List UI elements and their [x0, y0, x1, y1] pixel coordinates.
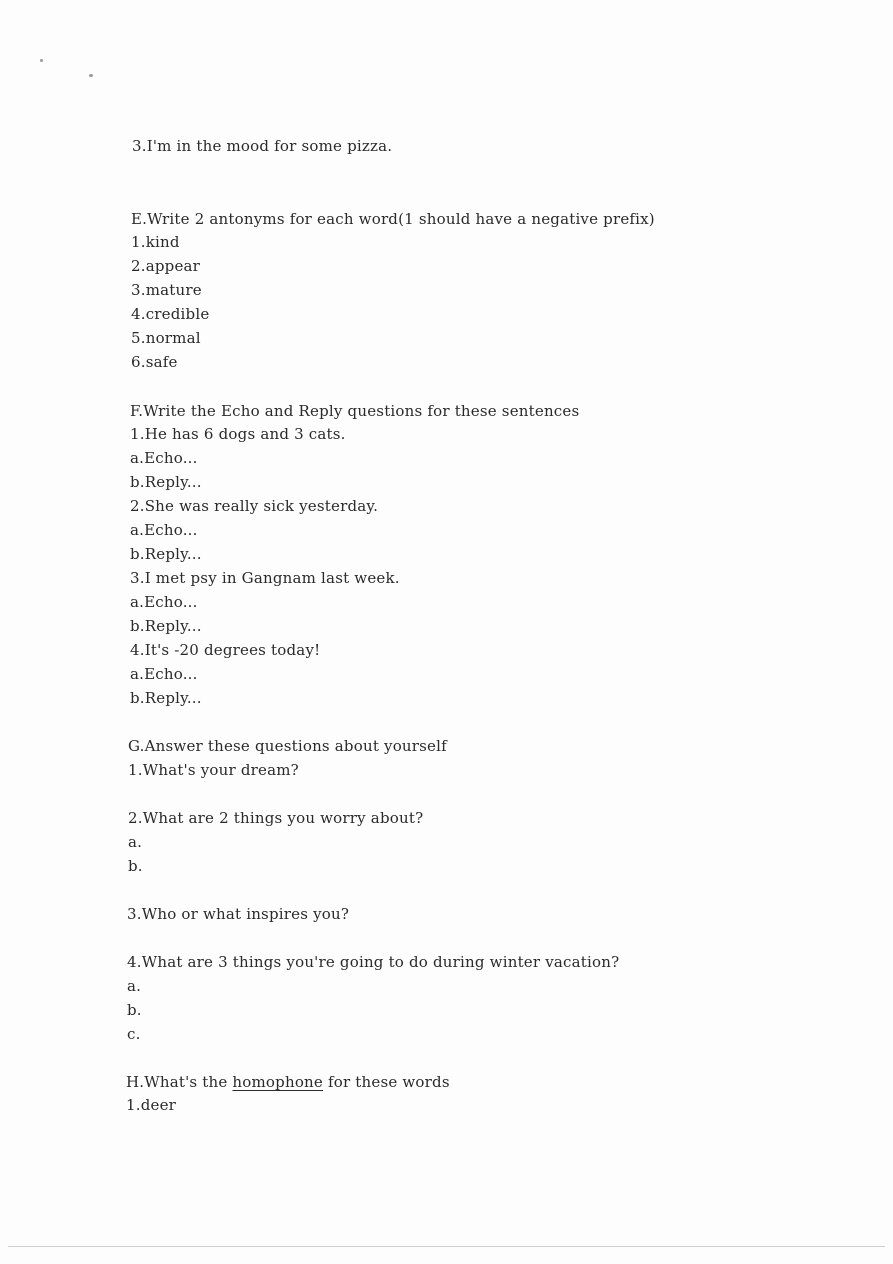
item-f3: 3.I met psy in Gangnam last week. — [130, 569, 400, 587]
item-e5: 5.normal — [131, 329, 201, 347]
section-g-heading: G.Answer these questions about yourself — [128, 737, 447, 755]
item-g2-b: b. — [128, 857, 143, 875]
item-f1-reply: b.Reply... — [130, 473, 202, 491]
question-d3: 3.I'm in the mood for some pizza. — [132, 137, 393, 155]
item-g1: 1.What's your dream? — [128, 761, 299, 779]
section-h-heading — [126, 1073, 450, 1091]
item-e3: 3.mature — [131, 281, 202, 299]
item-h1: 1.deer — [126, 1096, 177, 1114]
item-f1-echo: a.Echo... — [130, 449, 198, 467]
item-f4-echo: a.Echo... — [130, 665, 198, 683]
section-e-heading: E.Write 2 antonyms for each word(1 should have a negative prefix) — [131, 210, 655, 228]
section-h-heading-end: for these words — [323, 1073, 450, 1091]
item-g4: 4.What are 3 things you're going to do during winter vacation? — [127, 953, 620, 971]
item-g2: 2.What are 2 things you worry about? — [128, 809, 424, 827]
item-f4: 4.It's -20 degrees today! — [130, 641, 321, 659]
section-h-heading-start: H.What's the — [126, 1073, 233, 1091]
item-f2: 2.She was really sick yesterday. — [130, 497, 379, 515]
item-e6: 6.safe — [131, 353, 178, 371]
item-e1: 1.kind — [131, 233, 180, 251]
scan-bottom-edge — [8, 1246, 885, 1247]
item-f3-echo: a.Echo... — [130, 593, 198, 611]
item-f4-reply: b.Reply... — [130, 689, 202, 707]
scan-speck — [89, 74, 93, 77]
item-f3-reply: b.Reply... — [130, 617, 202, 635]
item-g3: 3.Who or what inspires you? — [127, 905, 350, 923]
item-g4-c: c. — [127, 1025, 141, 1043]
item-f2-reply: b.Reply... — [130, 545, 202, 563]
scan-speck — [40, 59, 43, 62]
item-f2-echo: a.Echo... — [130, 521, 198, 539]
item-e4: 4.credible — [131, 305, 210, 323]
item-f1: 1.He has 6 dogs and 3 cats. — [130, 425, 346, 443]
item-g2-a: a. — [128, 833, 143, 851]
item-g4-a: a. — [127, 977, 142, 995]
homophone-underlined-word: homophone — [232, 1073, 323, 1091]
item-g4-b: b. — [127, 1001, 142, 1019]
item-e2: 2.appear — [131, 257, 201, 275]
section-f-heading: F.Write the Echo and Reply questions for these sentences — [130, 402, 580, 420]
